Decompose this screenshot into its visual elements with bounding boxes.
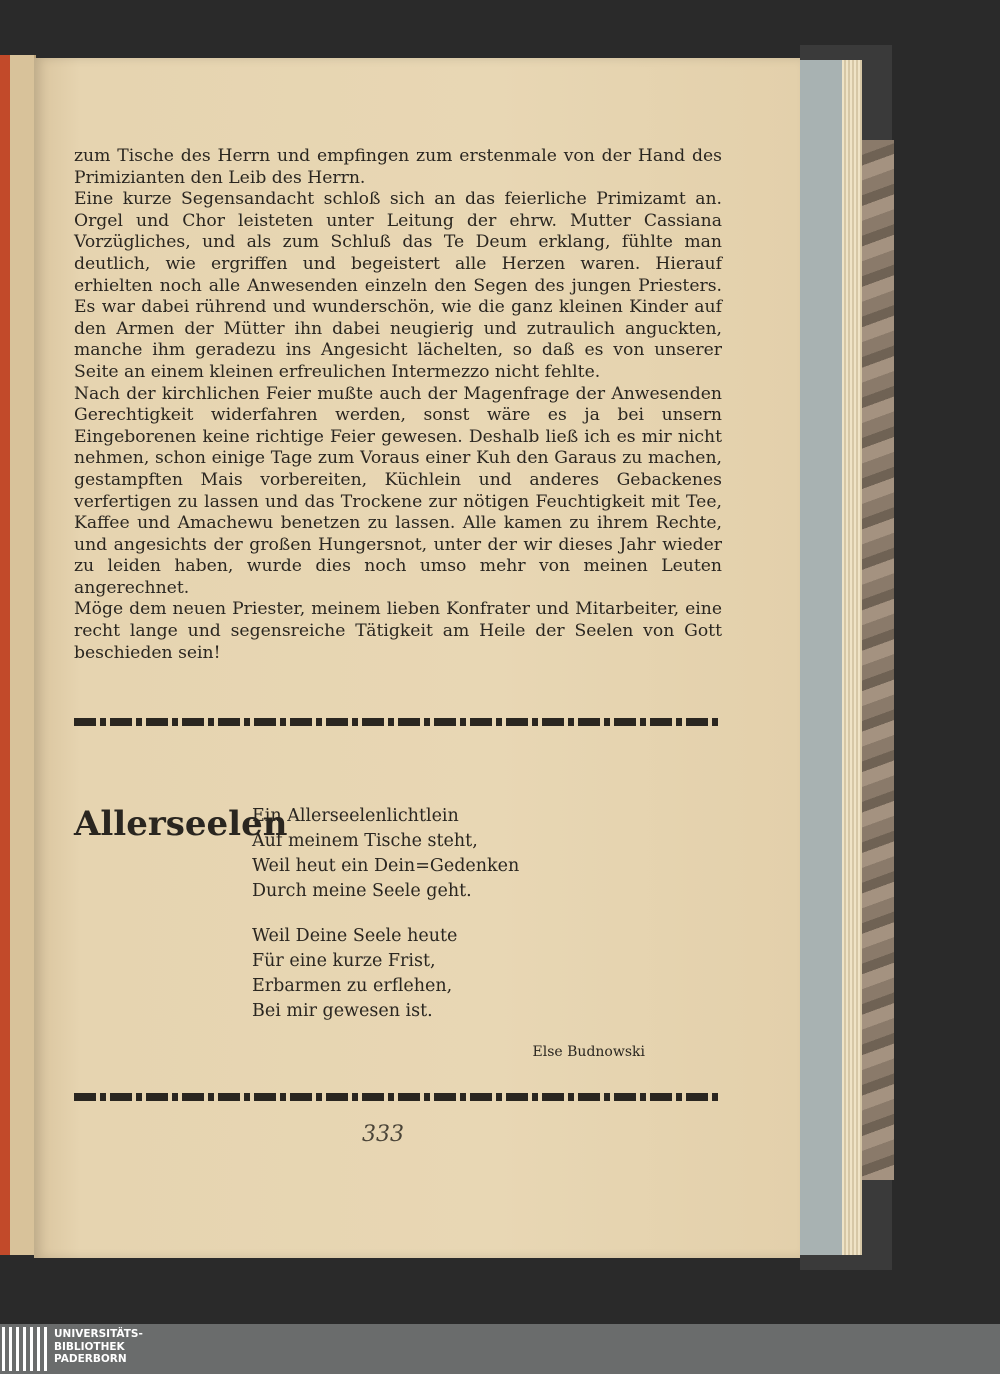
poem-line: Ein Allerseelenlichtlein [252,806,459,826]
ornamental-rule-bottom [74,1093,722,1101]
paragraph-2: Eine kurze Segensandacht schloß sich an das feierliche Primizamt an. Orgel und Chor leisteten unter Leitung der ehrw. Mutter Cassiana Vorzügliches, und als zum Schluß das Te Deum erklang, fühlte man deutlich, wie ergriffen und begeistert alle Herzen waren. Hierauf erhielten noch alle Anwesenden einzeln den Segen des jungen Priesters. Es war dabei rührend und wunderschön, wie die ganz kleinen Kinder auf den Armen der Mütter ihn dabei neugierig und zutraulich anguckten, manche ihm geradezu ins Angesicht lächelten, so daß es von unserer Seite an einem kleinen erfreulichen Intermezzo nicht fehlte. [74,189,722,382]
poem-stanza-2 [252,924,652,1024]
poem-line: Weil Deine Seele heute [252,926,458,946]
paragraph-4: Möge dem neuen Priester, meinem lieben Konfrater und Mitarbeiter, eine recht lange und segensreiche Tätigkeit am Heile der Seelen von Gott beschieden sein! [74,599,722,663]
poem-title: Allerseelen [74,804,288,844]
poem-line: Erbarmen zu erflehen, [252,976,453,996]
poem-stanza-1 [252,804,652,904]
page-number: 333 [362,1122,404,1147]
book-page [34,58,800,1258]
logo-line: PADERBORN [54,1353,127,1365]
ornamental-rule-top [74,718,722,726]
library-footer [0,1324,1000,1374]
article-text [74,146,722,664]
paragraph-3: Nach der kirchlichen Feier mußte auch der Magenfrage der Anwesenden Gerechtigkeit widerfahren werden, sonst wäre es ja bei unsern Eingeborenen keine richtige Feier gewesen. Deshalb ließ ich es mir nicht nehmen, schon einige Tage zum Voraus einer Kuh den Garaus zu machen, gestampften Mais vorbereiten, Küchlein und anderes Gebackenes verfertigen zu lassen und das Trockene zur nötigen Feuchtigkeit mit Tee, Kaffee und Amachewu benetzen zu lassen. Alle kamen zu ihrem Rechte, und angesichts der großen Hungersnot, unter der wir dieses Jahr wieder zu leiden haben, wurde dies noch umso mehr von meinen Leuten angerechnet. [74,383,722,598]
poem-line: Auf meinem Tische steht, [252,831,478,851]
poem-line: Bei mir gewesen ist. [252,1001,433,1021]
poem-line: Durch meine Seele geht. [252,881,472,901]
paragraph-1: zum Tische des Herrn und empfingen zum erstenmale von der Hand des Primizianten den Leib des Herrn. [74,146,722,188]
page-stack-edge [800,60,842,1255]
page-stack-paper [842,60,862,1255]
poem-line: Für eine kurze Frist, [252,951,436,971]
marbled-cover-edge [862,140,894,1180]
library-logo-text [54,1328,143,1366]
poem-line: Weil heut ein Dein=Gedenken [252,856,520,876]
poem-author: Else Budnowski [532,1044,645,1060]
left-page-red-edge [0,55,10,1255]
logo-line: UNIVERSITÄTS- [54,1328,143,1340]
library-logo-icon [2,1327,48,1371]
logo-line: BIBLIOTHEK [54,1340,125,1353]
